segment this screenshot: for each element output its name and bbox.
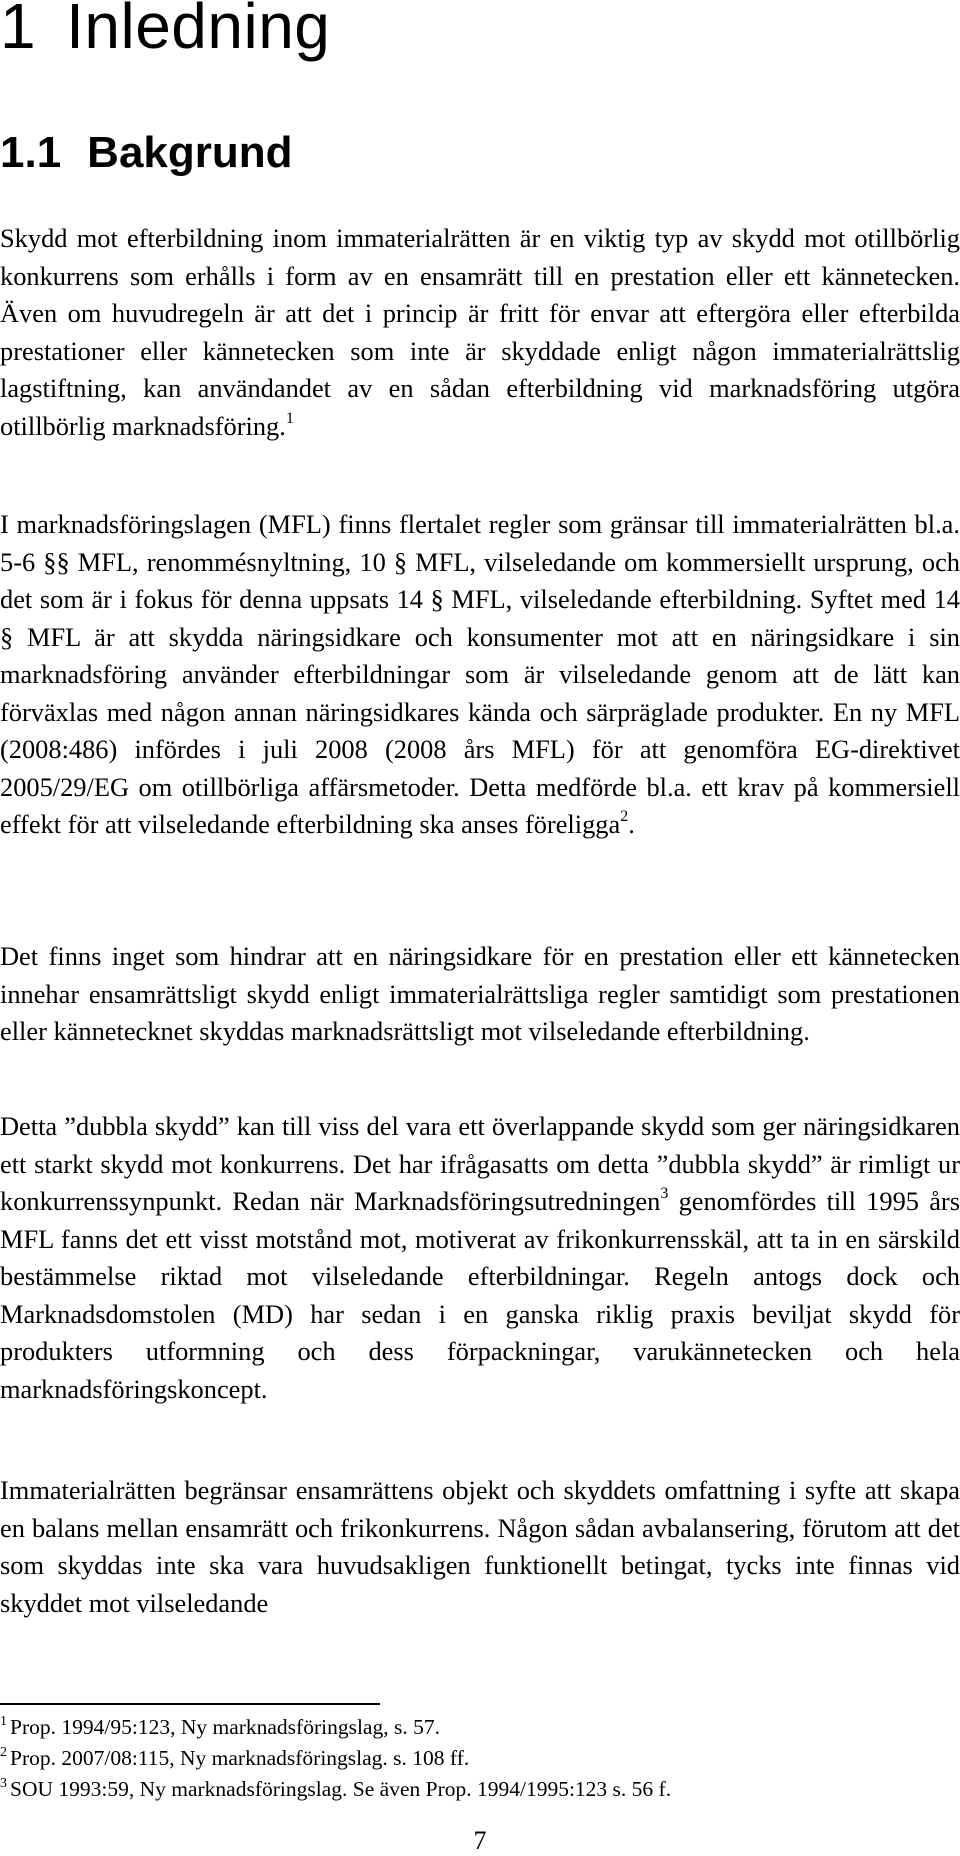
paragraph-4-text-before: Detta ”dubbla skydd” kan till viss del vara ett överlappande skydd som ger näringsidkaren ett starkt skydd mot konkurrens. Det har ifrågasatts om detta ”dubbla skydd” är rimligt ur konkurrenssynpunkt. Redan när Marknadsföringsutredningen <box>0 1111 960 1216</box>
footnote-reference-1[interactable]: 1 <box>285 409 294 427</box>
footnote-3-number: 3 <box>0 1776 7 1791</box>
chapter-heading <box>0 0 331 62</box>
footnote-separator <box>0 1703 380 1705</box>
section-title: Bakgrund <box>87 128 293 177</box>
footnote-1-text: Prop. 1994/95:123, Ny marknadsföringslag, s. 57. <box>10 1715 440 1739</box>
section-number: 1.1 <box>0 128 62 177</box>
paragraph-3 <box>0 938 960 1051</box>
paragraph-2 <box>0 506 960 844</box>
footnote-3 <box>0 1774 671 1805</box>
paragraph-3-text: Det finns inget som hindrar att en näringsidkare för en prestation eller ett kännetecken innehar ensamrättsligt skydd enligt immaterialrättsliga regler samtidigt som prestationen eller kännetecknet skyddas marknadsrättsligt mot vilseledande efterbildning. <box>0 941 960 1046</box>
page-number: 7 <box>473 1826 487 1855</box>
footnote-2 <box>0 1743 671 1774</box>
paragraph-2-text: I marknadsföringslagen (MFL) finns flertalet regler som gränsar till immaterialrätten bl.a. 5-6 §§ MFL, renommésnyltning, 10 § MFL, vilseledande om kommersiellt ursprung, och det som är i fokus för denna uppsats 14 § MFL, vilseledande efterbildning. Syftet med 14 § MFL är att skydda näringsidkare och konsumenter mot att en näringsidkare i sin marknadsföring använder efterbildningar som är vilseledande genom att de lätt kan förväxlas med någon annan näringsidkares kända och särpräglade produkter. En ny MFL (2008:486) infördes i juli 2008 (2008 års MFL) för att genomföra EG-direktivet 2005/29/EG om otillbörliga affärsmetoder. Detta medförde bl.a. ett krav på kommersiell effekt för att vilseledande efterbildning ska anses föreligga <box>0 509 960 839</box>
paragraph-5-text: Immaterialrätten begränsar ensamrättens objekt och skyddets omfattning i syfte att skapa en balans mellan ensamrätt och frikonkurrens. Någon sådan avbalansering, förutom att det som skyddas inte ska vara huvudsakligen funktionellt betingat, tycks inte finnas vid skyddet mot vilseledande <box>0 1475 960 1618</box>
footnote-2-number: 2 <box>0 1745 7 1760</box>
footnote-reference-3[interactable]: 3 <box>660 1185 669 1202</box>
section-heading <box>0 128 293 178</box>
chapter-title: Inledning <box>66 0 331 62</box>
footnote-2-text: Prop. 2007/08:115, Ny marknadsföringslag. s. 108 ff. <box>10 1746 470 1770</box>
footnote-1 <box>0 1712 671 1743</box>
paragraph-1-text: Skydd mot efterbildning inom immaterialrätten är en viktig typ av skydd mot otillbörlig konkurrens som erhålls i form av en ensamrätt till en prestation eller ett kännetecken. Även om huvudregeln är att det i princip är fritt för envar att eftergöra eller efterbilda prestationer eller kännetecken som inte är skyddade enligt någon immaterialrättslig lagstiftning, kan användandet av en sådan efterbildning vid marknadsföring utgöra otillbörlig marknadsföring. <box>0 223 960 441</box>
paragraph-5 <box>0 1472 960 1622</box>
footnotes <box>0 1712 671 1805</box>
footnote-reference-2[interactable]: 2 <box>620 808 629 825</box>
paragraph-4-text-after: genomfördes till 1995 års MFL fanns det ett visst motstånd mot, motiverat av frikonkurrensskäl, att ta in en särskild bestämmelse riktad mot vilseledande efterbildningar. Regeln antogs dock och Marknadsdomstolen (MD) har sedan i en ganska riklig praxis beviljat skydd för produkters utformning och dess förpackningar, varukännetecken och hela marknadsföringskoncept. <box>0 1186 960 1404</box>
paragraph-2-end: . <box>628 809 635 839</box>
chapter-number: 1 <box>0 0 37 62</box>
paragraph-1 <box>0 220 960 445</box>
paragraph-4 <box>0 1108 960 1408</box>
footnote-1-number: 1 <box>0 1714 7 1729</box>
footnote-3-text: SOU 1993:59, Ny marknadsföringslag. Se även Prop. 1994/1995:123 s. 56 f. <box>10 1777 672 1801</box>
